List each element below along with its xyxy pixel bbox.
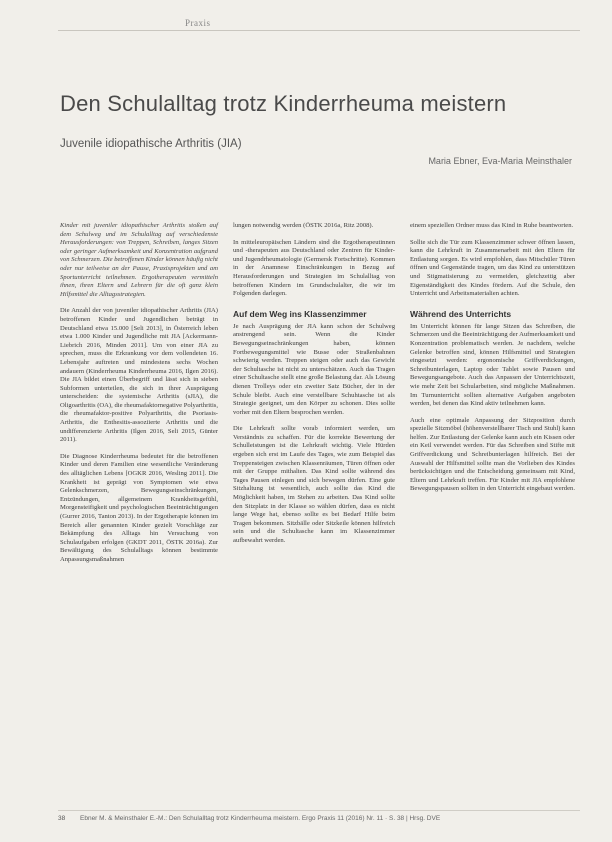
- section-heading-way-to-classroom: Auf dem Weg ins Klassenzimmer: [233, 308, 367, 319]
- section-heading-during-lesson: Während des Unterrichts: [410, 308, 512, 319]
- article-subtitle: Juvenile idiopathische Arthritis (JIA): [60, 138, 242, 150]
- footer-rule: [58, 810, 580, 811]
- section-label: Praxis: [185, 18, 211, 28]
- column-1: [60, 222, 218, 573]
- diagnosis-paragraph: Die Diagnose Kinderrheuma bedeutet für die betroffenen Kinder und deren Familien eine wesentliche Veränderung des alltäglichen Lebens [OGKR 2016, Wesling 2011]. Die Krankheit ist geprägt von Symptomen wie etwa Gelenkschmerzen, Bewegungseinschränkungen, Entzündungen, allgemeinem Krankheitsgefühl, Morgensteifigkeit und psychologischen Beeinträchtigungen (Gurrer 2016, Tanton 2013). In der Ergotherapie können im Bereich aller genannten Kinder gezielt Vorschläge zur Bekämpfung des Alltags hin Versuchung von Schulaufgaben erfolgen (GKDT 2011, ÖSTK 2016a). Zur Bewältigung des Schulalltags können bestimmte Anpassungsmaßnahmen: [60, 452, 218, 563]
- column-2: [233, 222, 395, 554]
- body-paragraph: Die Lehrkraft sollte vorab informiert werden, um Verständnis zu schaffen. Für die korrekte Bewertung der Schulleistungen ist die Lehrkraft wichtig. Viele Hürden ergeben sich erst im Laufe des Tages, wie zum Beispiel das Treppensteigen zwischen Klassenräumen, Türen öffnen oder mit der Gruppe mithalten. Das Kind sollte während des Tages Pausen einlegen und sich bewegen dürfen. Eine gute Sitzhaltung ist wesentlich, auch sollte das Kind die Möglichkeit haben, im Stehen zu arbeiten. Das Kind sollte den Sitzplatz in der Klasse so wählen dürfen, dass es nicht lange Wege hat, ebenso sollte es bei Bedarf Hilfe beim Tragen bekommen. Sitzbälle oder Sitzkeile können hilfreich sein und die Schultasche kann im Klassenzimmer aufbewahrt werden.: [233, 425, 395, 544]
- continued-paragraph: einem speziellen Ordner muss das Kind in Ruhe beantworten.: [410, 222, 574, 229]
- header-rule: [58, 30, 580, 31]
- body-paragraph: Auch eine optimale Anpassung der Sitzposition durch spezielle Sitzmöbel (höhenverstellbarer Tisch und Stuhl) kann helfen. Zur Entlastung der Gelenke kann auch ein Kissen oder ein Keil verwendet werden. Für das Schreiben sind Stifte mit Griffverdickung und Schreibunterlagen hilfreich. Bei der Auswahl der Hilfsmittel sollte man die Vorlieben des Kindes berücksichtigen und die Entscheidung gemeinsam mit Kind, Eltern und Lehrkraft treffen. Für Kinder mit JIA empfohlene Bewegungspausen sollten in den Unterricht eingebaut werden.: [410, 416, 575, 493]
- footer-citation: Ebner M. & Meinsthaler E.-M.: Den Schulalltag trotz Kinderrheuma meistern. Ergo Praxis 11 (2016) Nr. 11 · S. 38 | Hrsg. DVE: [80, 815, 441, 822]
- intro-paragraph: Die Anzahl der von juveniler idiopathischer Arthritis (JIA) betroffenen Kinder und Jugendlichen beträgt in Deutschland etwa 15.000 [Seli 2013], in Österreich leben etwa 1.000 Kinder und Jugendliche mit JIA [Ackermann-Liebrich 2016, Minden 2011]. Um von einer JIA zu sprechen, muss die Erkrankung vor dem vollendeten 16. Lebensjahr auftreten und mindestens sechs Wochen andauern (Kinderrheuma Kinderrheuma 2016, Ilgen 2016). Die JIA bildet einen Überbegriff und lässt sich in sieben Subformen unterteilen, die sich in ihrer Ausprägung unterscheiden: die systemische Arthritis (sJIA), die Oligoarthritis (OA), die rheumafaktornegative Polyarthritis, die rheumafaktor-positive Polyarthritis, die Psoriasis-Arthritis, die Enthesitis-assoziierte Arthritis und die undifferenzierte Arthritis (Ilgen 2016, Seli 2015, Günter 2011).: [60, 307, 218, 444]
- body-paragraph: In mitteleuropäischen Ländern sind die Ergotherapeutinnen und -therapeuten aus Deutschland oder Zentren für Kinder- und Jugendrheumatologie (Germersk Fortschritte). Kommen in der Anamnese Einschränkungen in Bezug auf Herausforderungen und Strategien im Schulalltag von betroffenen Kindern im Grundschulalter, die wir im Folgenden darlegen.: [233, 238, 395, 298]
- page-number: 38: [58, 815, 66, 822]
- column-3: [410, 222, 575, 502]
- article-authors: Maria Ebner, Eva-Maria Meinsthaler: [428, 156, 572, 166]
- article-title: Den Schulalltag trotz Kinderrheuma meistern: [60, 90, 507, 116]
- continued-paragraph: lungen notwendig werden (ÖSTK 2016a, Ritz 2008).: [233, 222, 374, 229]
- body-paragraph: Sollte sich die Tür zum Klassenzimmer schwer öffnen lassen, kann die Lehrkraft in Zusammenarbeit mit den Eltern für Entlastung sorgen. Es wird empfohlen, dass Mitschüler Türen öffnen und Gegenstände tragen, um das Kind zu unterstützen und Stigmatisierung zu vermeiden, gleichzeitig aber Eigenständigkeit des Kindes fördern. Auf die Schule, den Unterricht und Arbeitsmaterialien achten.: [410, 238, 575, 298]
- body-paragraph: Im Unterricht können für lange Sitzen das Schreiben, die Schmerzen und die Beeinträchtigung der Aufmerksamkeit und Konzentration problematisch werden. Je nachdem, welche Gelenke betroffen sind, können Hilfsmittel und Strategien eingesetzt werden: ergonomische Griffverdickungen, Schreibunterlagen, Laptop oder Tablet sowie Pausen und Bewegungsangebote. Auch das Anpassen der Unterrichtszeit, wie mehr Zeit bei Schularbeiten, sind mögliche Maßnahmen. Im Turnunterricht sollten alternative Aufgaben angeboten werden, bei denen das Kind aktiv teilnehmen kann.: [410, 322, 575, 408]
- body-paragraph: Je nach Ausprägung der JIA kann schon der Schulweg anstrengend sein. Wenn die Kinder Bewegungseinschränkungen haben, können Fortbewegungsmittel wie Busse oder Straßenbahnen schwierig werden. Treppen steigen oder auch das Gewicht der Schultasche ist nicht zu unterschätzen. Auch das Tragen einer Schultasche stellt eine große Belastung dar. Als Lösung dienen Trolleys oder ein zweiter Satz Bücher, der in der Schule bleibt. Auch eine verstellbare Schuhtasche ist als Strategie geeignet, um den Körper zu schonen. Dies sollte vorher mit den Eltern besprochen werden.: [233, 322, 395, 416]
- abstract-text: Kinder mit juveniler idiopathischer Arthritis stoßen auf dem Schulweg und im Schulalltag auf verschiedenste Herausforderungen: von Treppen, Schreiben, langes Sitzen oder geringer Aufmerksamkeit und Konzentration aufgrund von Schmerzen. Die betroffenen Kinder können häufig nicht oder nur teilweise an der Pause, Praxisprojekten und am Sportunterricht teilnehmen. Ergotherapeuten vermitteln ihnen, ihren Eltern und Lehrern für die oft ganz klein Hilfsmittel die Alltagsstrategien.: [60, 222, 218, 298]
